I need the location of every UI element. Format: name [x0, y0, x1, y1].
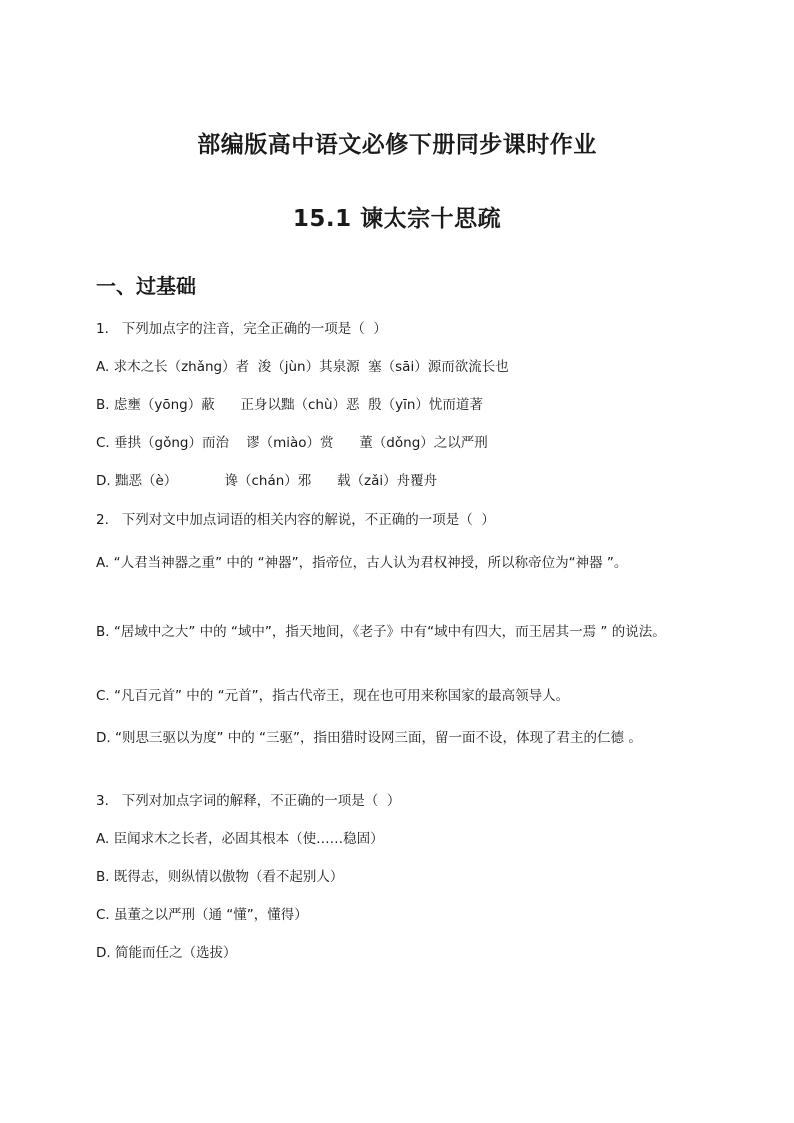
question-3-option-a: A. 臣闻求木之长者，必固其根本（使……稳固） [96, 831, 384, 847]
section-heading: 一、过基础 [96, 274, 196, 298]
question-2-option-c: C. “凡百元首” 中的 “元首”，指古代帝王，现在也可用来称国家的最高领导人。 [96, 688, 570, 704]
question-1-option-c: C. 垂拱（gǒng）而治 谬（miào）赏 董（dǒng）之以严刑 [96, 435, 488, 451]
question-2-stem: 2. 下列对文中加点词语的相关内容的解说，不正确的一项是（ ） [96, 512, 495, 528]
question-1-option-b: B. 虑壅（yōng）蔽 正身以黜（chù）恶 殷（yīn）忧而道著 [96, 397, 483, 413]
question-2-option-a: A. “人君当神器之重” 中的 “神器”，指帝位，古人认为君权神授，所以称帝位为“神器 ”。 [96, 555, 628, 571]
document-subtitle: 15.1 谏太宗十思疏 [292, 206, 502, 232]
question-1-option-d: D. 黜恶（è） 谗（chán）邪 载（zǎi）舟覆舟 [96, 473, 438, 489]
question-2-option-d: D. “则思三驱以为度” 中的 “三驱”，指田猎时设网三面，留一面不设，体现了君主的仁德 。 [96, 730, 642, 746]
document-title: 部编版高中语文必修下册同步课时作业 [197, 132, 597, 158]
question-3-option-d: D. 简能而任之（选拔） [96, 945, 237, 961]
question-2-option-b: B. “居域中之大” 中的 “域中”，指天地间，《老子》中有“域中有四大，而王居其一焉 ” 的说法。 [96, 624, 666, 640]
question-1-stem: 1. 下列加点字的注音，完全正确的一项是（ ） [96, 321, 387, 337]
question-3-option-b: B. 既得志，则纵情以傲物（看不起别人） [96, 869, 344, 885]
question-1-option-a: A. 求木之长（zhǎng）者 浚（jùn）其泉源 塞（sāi）源而欲流长也 [96, 359, 509, 375]
question-3-option-c: C. 虽董之以严刑（通 “懂”，懂得） [96, 907, 308, 923]
question-3-stem: 3. 下列对加点字词的解释，不正确的一项是（ ） [96, 793, 401, 809]
